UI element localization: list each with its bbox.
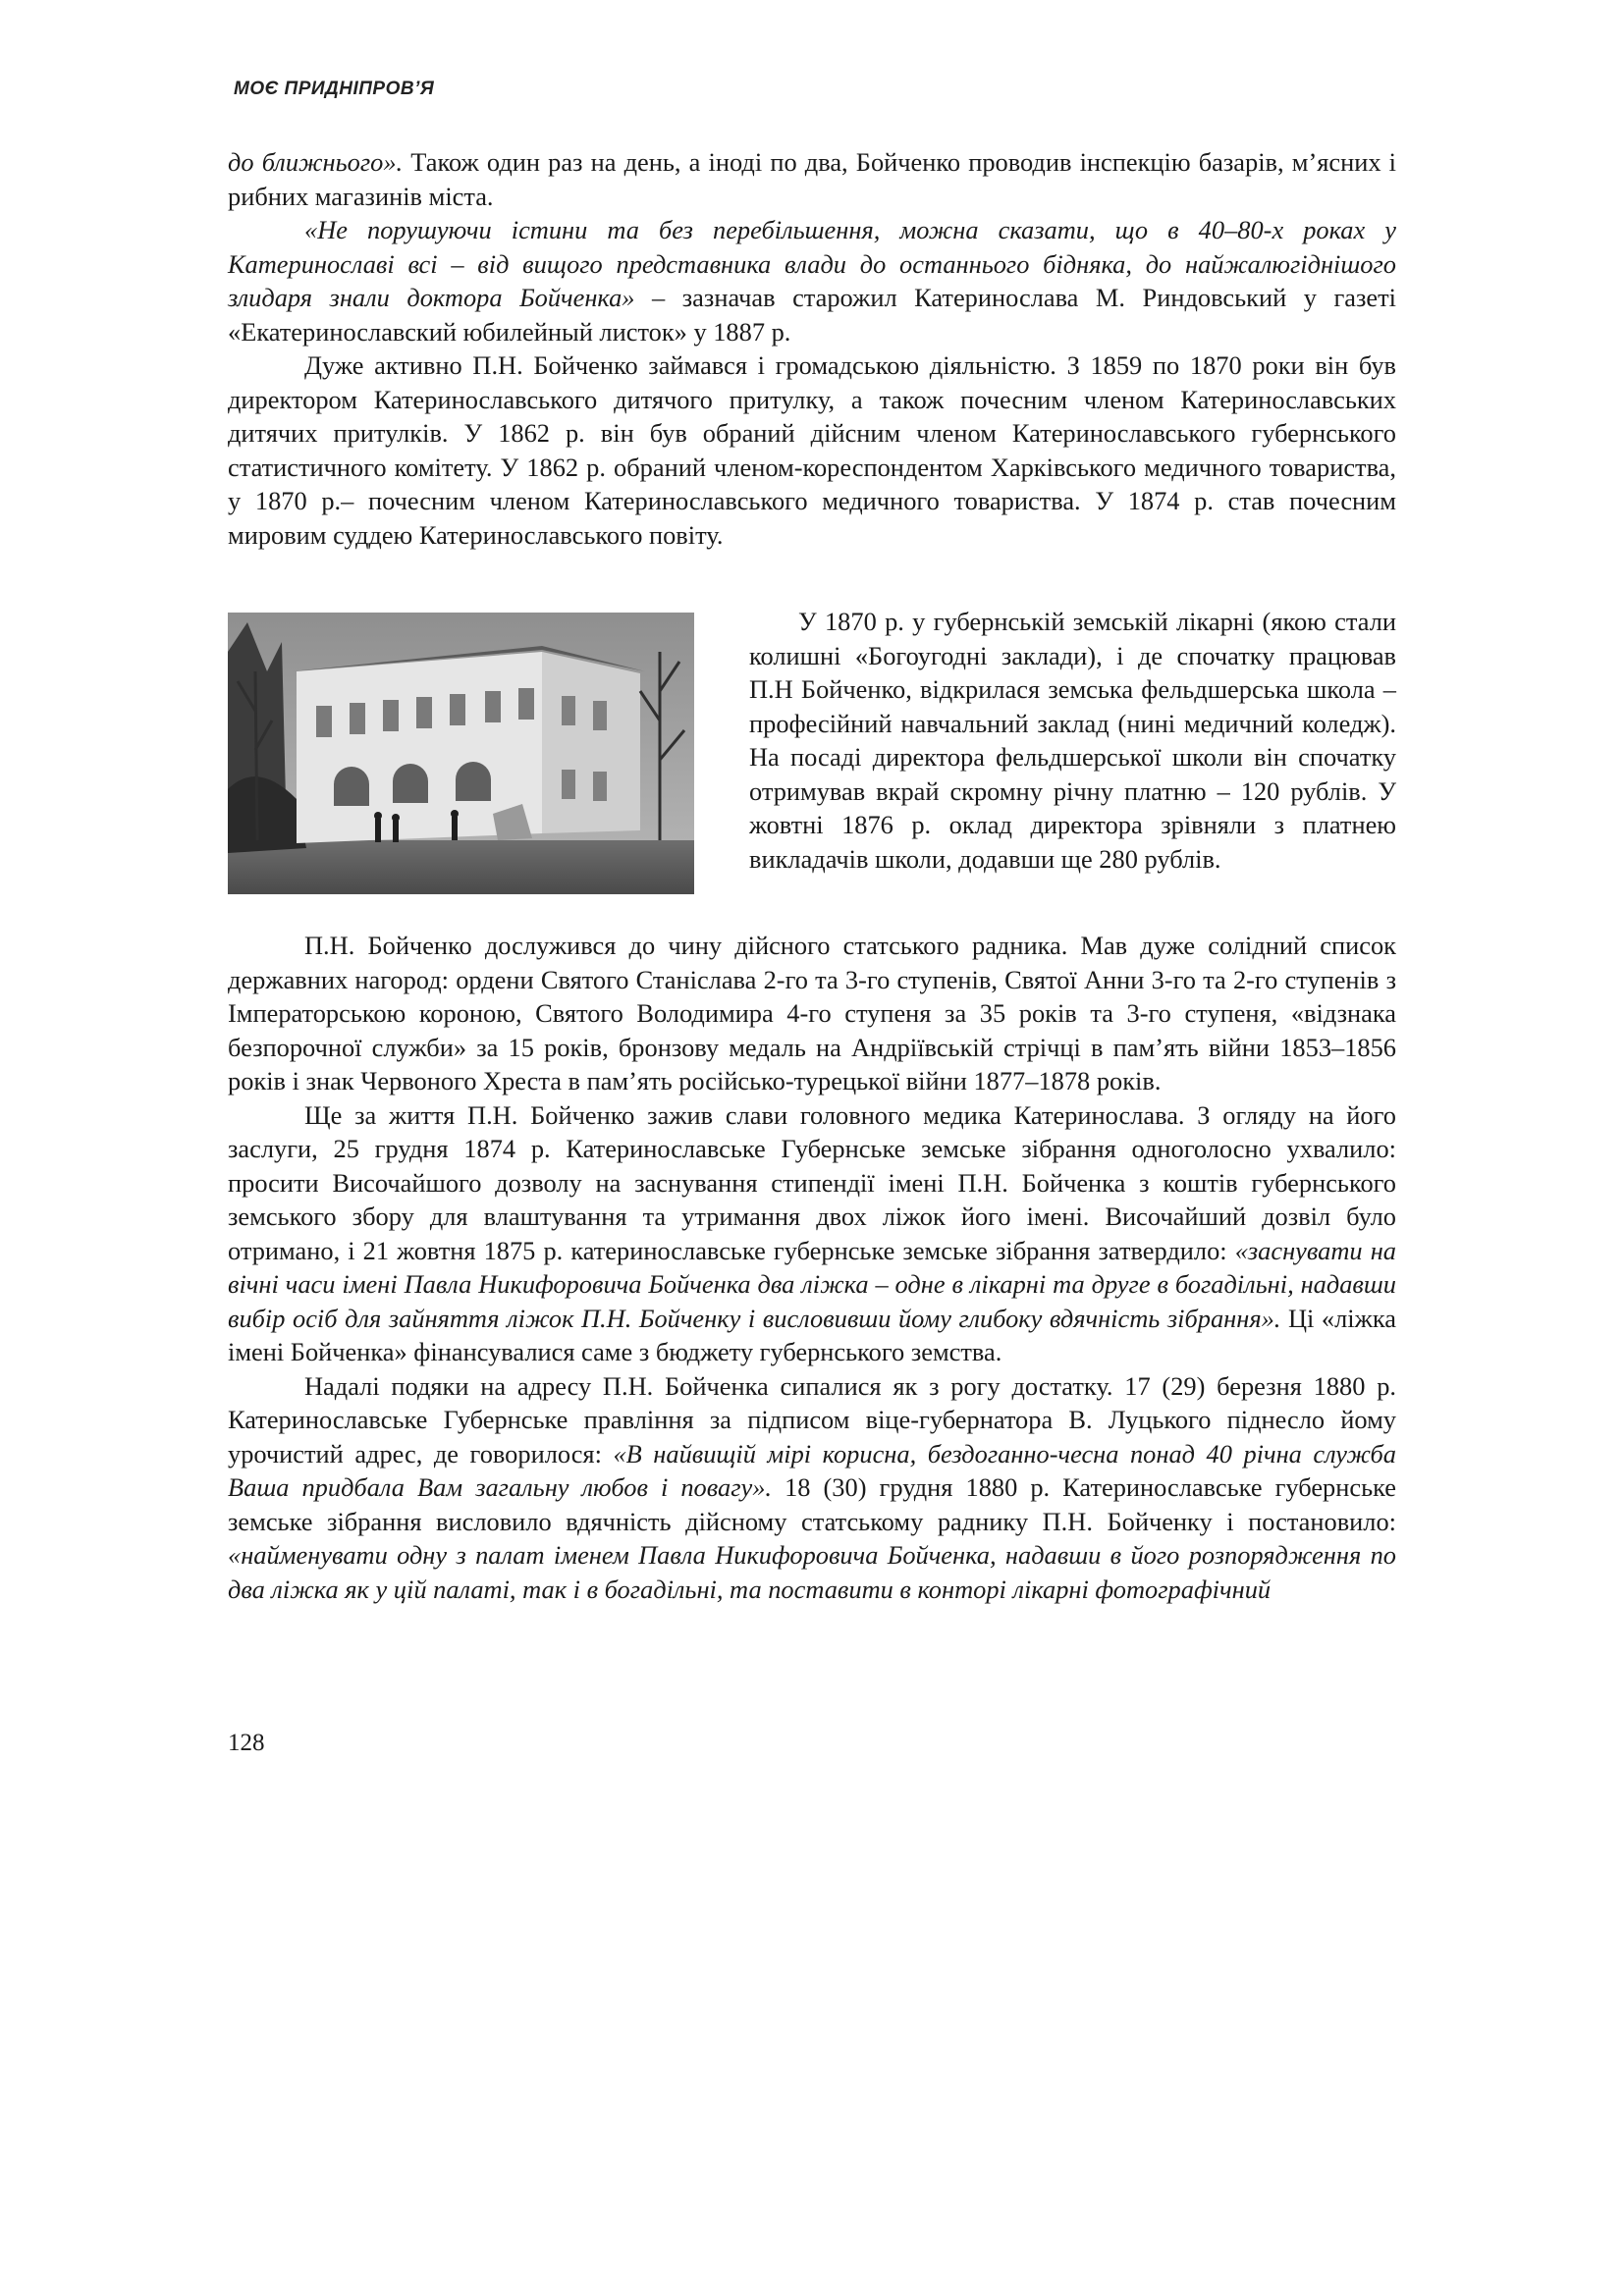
paragraph <box>228 348 1396 552</box>
body-text-top <box>228 145 1396 552</box>
paragraph <box>228 1098 1396 1369</box>
paragraph <box>228 929 1396 1098</box>
body-text-wrap <box>749 605 1396 876</box>
italic-quote: «заснувати на вічні часи імені Павла Никифоровича Бойченка два ліжка – одне в лікарні та друге в богадільні, надавши вибір осіб для зайняття ліжок П.Н. Бойченку і висловивши йому глибоку вдячність зібрання». <box>228 1235 1396 1333</box>
italic-quote: до ближнього». <box>228 147 404 177</box>
text-run: Ще за життя П.Н. Бойченко зажив слави головного медика Катеринослава. З огляду на його заслуги, 25 грудня 1874 р. Катеринославське Губернське земське зібрання одноголосно ухвалило: просити Височайшого дозволу на заснування стипендії імені П.Н. Бойченка з коштів губернського земського збору для влаштування та утримання двох ліжок його імені. Височайший дозвіл було отримано, і 21 жовтня 1875 р. катеринославське губернське земське зібрання затвердило: <box>228 1099 1396 1265</box>
text-run: П.Н. Бойченко дослужився до чину дійсного статського радника. Мав дуже солідний список державних нагород: ордени Святого Станіслава 2-го та 3-го ступенів, Святої Анни 3-го та 2-го ступенів з Імператорською короною, Святого Володимира 4-го ступеня за 35 років та 3-го ступеня, «відзнака безпорочної служби» за 15 років, бронзову медаль на Андріївській стрічці в пам’ять війни 1853–1856 років і знак Червоного Хреста в пам’ять російсько-турецької війни 1877–1878 років. <box>228 931 1396 1095</box>
page-number: 128 <box>228 1730 265 1756</box>
text-run: 18 (30) грудня 1880 р. Катеринославське губернське земське зібрання висловило вдячність дійсному статському раднику П.Н. Бойченку і постановило: <box>228 1472 1397 1536</box>
italic-quote: «В найвищій мірі корисна, бездоганно-чесна понад 40 річна служба Ваша придбала Вам загальну любов і повагу». <box>228 1438 1396 1502</box>
text-run: – зазначав старожил Катеринослава М. Риндовський у газеті «Екатеринославский юбилейный листок» у 1887 р. <box>228 283 1396 347</box>
hospital-photo <box>228 613 694 894</box>
text-run: Дуже активно П.Н. Бойченко займався і громадською діяльністю. З 1859 по 1870 роки він був директором Катеринославського дитячого притулку, а також почесним членом Катеринославських дитячих притулків. У 1862 р. він був обраний дійсним членом Катеринославського губернського статистичного комітету. У 1862 р. обраний членом-кореспондентом Харківського медичного товариства, у 1870 р.– почесним членом Катеринославського медичного товариства. У 1874 р. став почесним мировим суддею Катеринославського повіту. <box>228 350 1396 550</box>
text-run: Ці «ліжка імені Бойченка» фінансувалися саме з бюджету губернського земства. <box>228 1303 1397 1366</box>
italic-quote: «найменувати одну з палат іменем Павла Никифоровича Бойченка, надавши в його розпорядження по два ліжка як у цій палаті, так і в богадільні, та поставити в конторі лікарні фотографічний <box>228 1540 1396 1604</box>
paragraph <box>228 145 1396 213</box>
running-title: МОЄ ПРИДНІПРОВ’Я <box>234 79 435 99</box>
paragraph <box>749 605 1396 876</box>
italic-quote: «Не порушуючи істини та без перебільшення, можна сказати, що в 40–80-х роках у Катеринославі всі – від вищого представника влади до останнього бідняка, до найжалюгіднішого злидаря знали доктора Бойченка» <box>228 215 1396 312</box>
body-text-bottom <box>228 929 1396 1606</box>
text-run: Надалі подяки на адресу П.Н. Бойченка сипалися як з рогу достатку. 17 (29) березня 1880 р. Катеринославське Губернське правління за підписом віце-губернатора В. Луцького піднесло йому урочистий адрес, де говорилося: <box>228 1370 1396 1468</box>
paragraph <box>228 1369 1396 1607</box>
paragraph <box>228 213 1396 348</box>
text-run: У 1870 р. у губернській земській лікарні (якою стали колишні «Богоугодні заклади), і де спочатку працював П.Н Бойченко, відкрилася земська фельдшерська школа – професійний навчальний заклад (нині медичний коледж). На посаді директора фельдшерської школи він спочатку отримував вкрай скромну річну платню – 120 рублів. У жовтні 1876 р. оклад директора зрівняли з платнею викладачів школи, додавши ще 280 рублів. <box>749 607 1396 874</box>
text-run: Також один раз на день, а іноді по два, Бойченко проводив інспекцію базарів, м’ясних і рибних магазинів міста. <box>228 147 1397 211</box>
